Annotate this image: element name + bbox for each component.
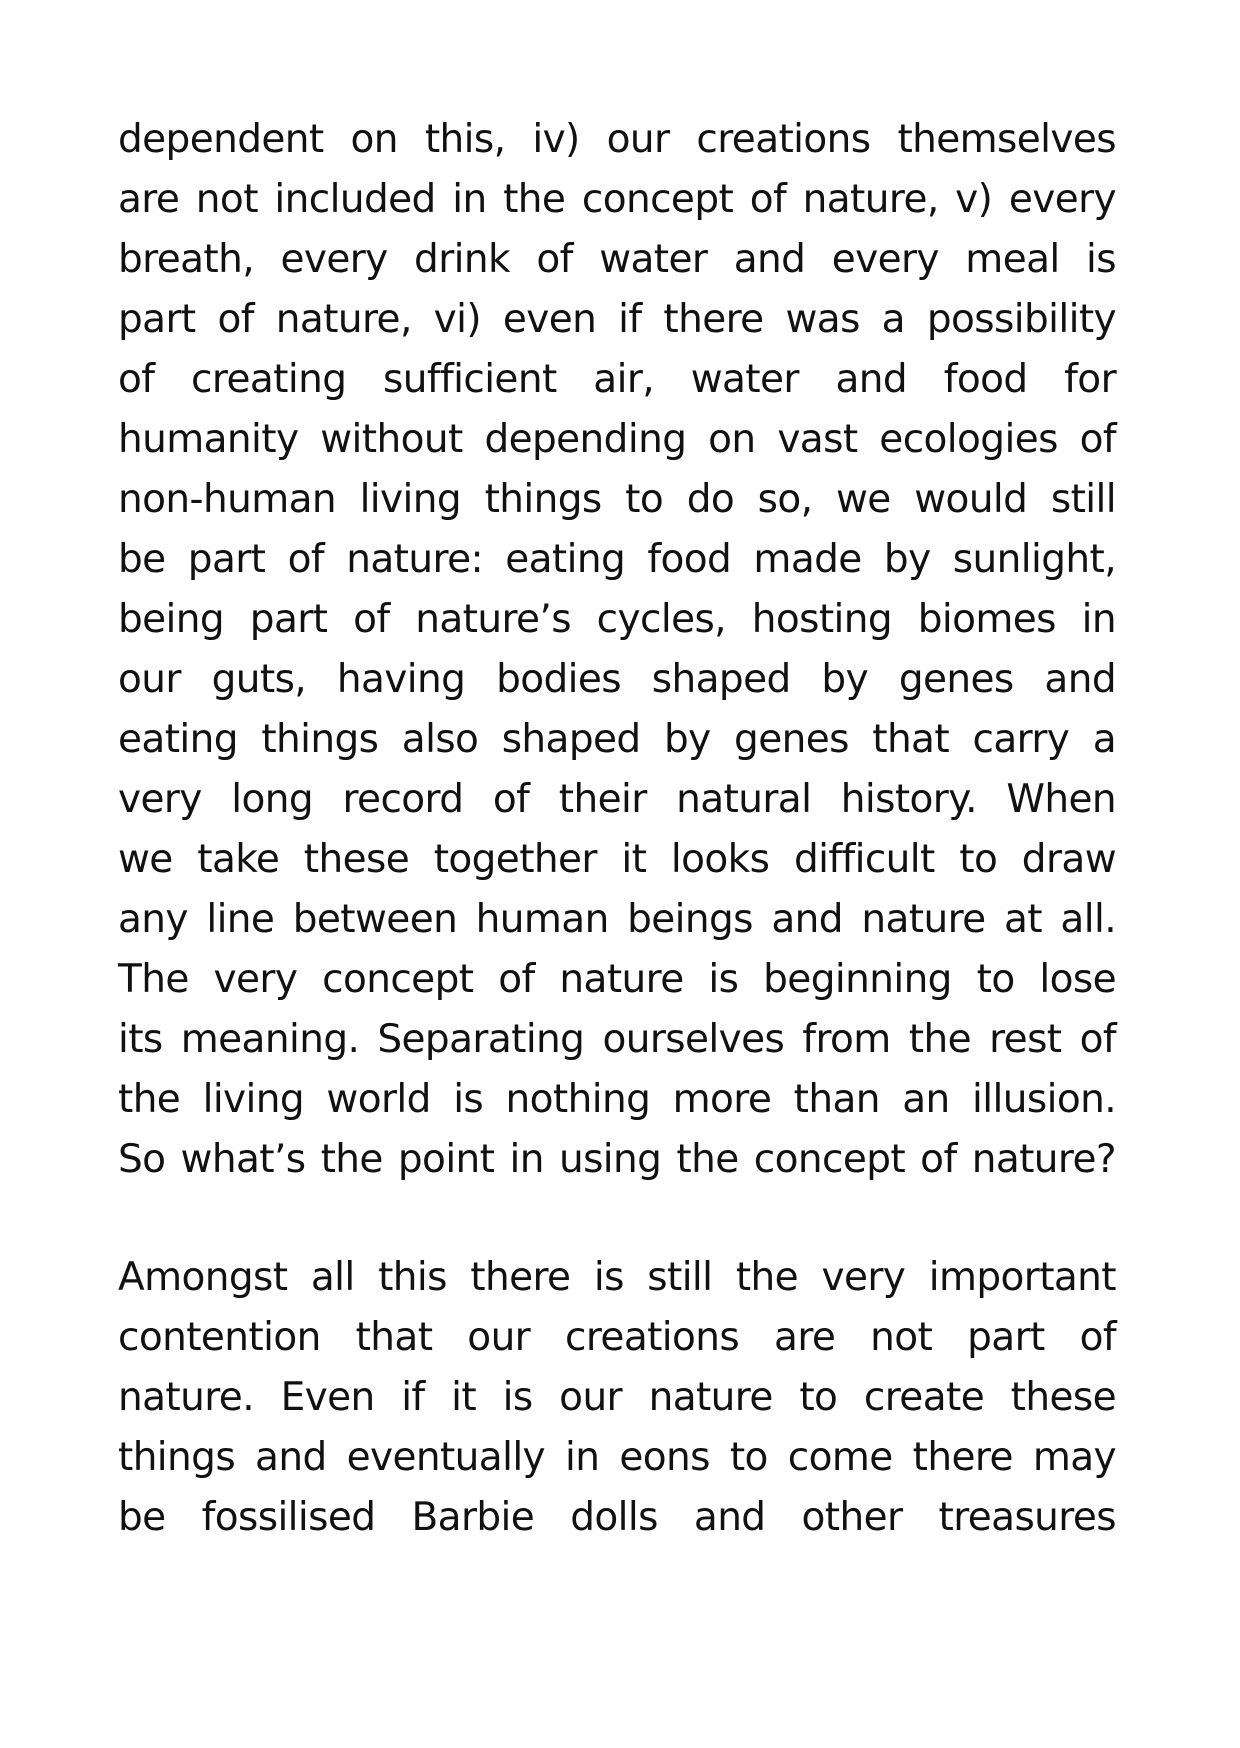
- text-line: are not included in the concept of nature, v) every: [118, 177, 1116, 222]
- text-line: we take these together it looks difficult to draw: [118, 837, 1116, 882]
- text-line: very long record of their natural history. When: [118, 777, 1116, 822]
- text-line: the living world is nothing more than an illusion.: [118, 1077, 1116, 1122]
- text-line: Amongst all this there is still the very important: [118, 1255, 1116, 1300]
- text-line: nature. Even if it is our nature to create these: [118, 1375, 1116, 1420]
- text-line: breath, every drink of water and every meal is: [118, 237, 1116, 282]
- body-paragraph-1: [118, 110, 1116, 1190]
- text-line: part of nature, vi) even if there was a possibility: [118, 297, 1116, 342]
- text-line: things and eventually in eons to come there may: [118, 1435, 1116, 1480]
- text-line: be fossilised Barbie dolls and other treasures: [118, 1495, 1116, 1540]
- text-line: contention that our creations are not part of: [118, 1315, 1116, 1360]
- text-line: be part of nature: eating food made by sunlight,: [118, 537, 1116, 582]
- text-line: being part of nature’s cycles, hosting biomes in: [118, 597, 1116, 642]
- text-line: any line between human beings and nature at all.: [118, 897, 1116, 942]
- text-line: humanity without depending on vast ecologies of: [118, 417, 1116, 462]
- text-line: eating things also shaped by genes that carry a: [118, 717, 1116, 762]
- text-line: its meaning. Separating ourselves from the rest of: [118, 1017, 1116, 1062]
- text-line: our guts, having bodies shaped by genes and: [118, 657, 1116, 702]
- text-line: The very concept of nature is beginning to lose: [118, 957, 1116, 1002]
- text-line: non-human living things to do so, we would still: [118, 477, 1116, 522]
- text-line: dependent on this, iv) our creations themselves: [118, 117, 1116, 162]
- body-paragraph-2: [118, 1248, 1116, 1548]
- text-line: of creating sufficient air, water and food for: [118, 357, 1116, 402]
- text-line: So what’s the point in using the concept of nature?: [118, 1137, 1116, 1182]
